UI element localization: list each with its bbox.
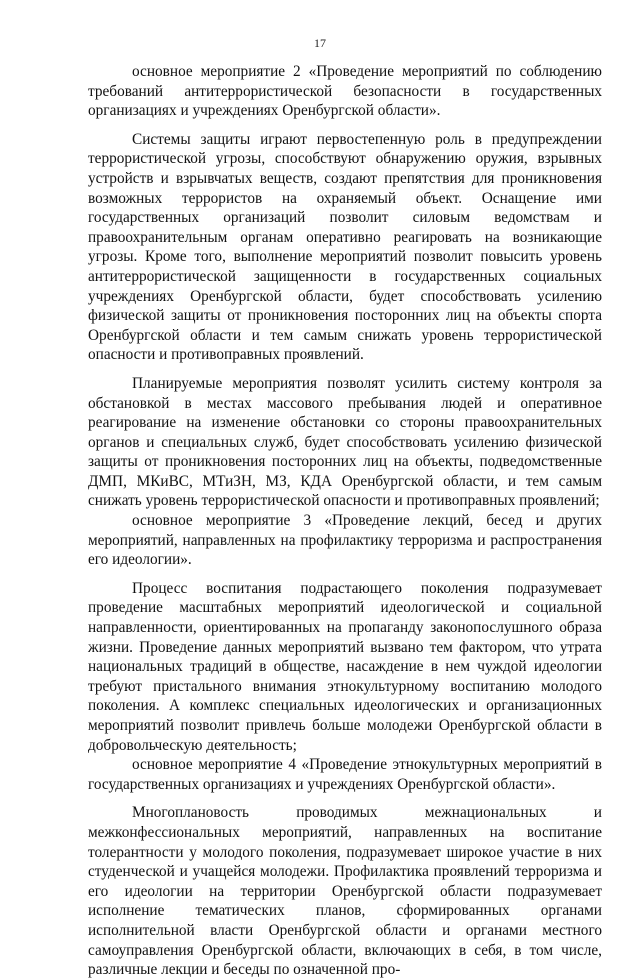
paragraph-protection-systems: Системы защиты играют первостепенную роль в предупреждении террористической угрозы, способствуют обнаружению оружия, взрывных устройств и взрывчатых веществ, создают препятствия для проникновения возможных террористов на охраняемый объект. Оснащение ими государственных организаций позволит силовым ведомствам и правоохранительным органам оперативно реагировать на возникающие угрозы. Кроме того, выполнение мероприятий позволит повысить уровень антитеррористической защищенности в государственных социальных учреждениях Оренбургской области, будет способствовать усилению физической защиты от проникновения посторонних лиц на объекты спорта Оренбургской области и тем самым снижать уровень террористической опасности и противоправных проявлений. [88, 130, 602, 364]
paragraph-event-3: основное мероприятие 3 «Проведение лекций, бесед и других мероприятий, направленных на профилактику терроризма и распространения его идеологии». [88, 512, 602, 569]
page-number: 17 [314, 36, 326, 50]
paragraph-education-process: Процесс воспитания подрастающего поколения подразумевает проведение масштабных мероприятий идеологической и социальной направленности, ориентированных на пропаганду законопослушного образа жизни. Проведение данных мероприятий вызвано тем фактором, что утрата национальных традиций в обществе, насаждение в нем чуждой идеологии требуют пристального внимания этнокультурному воспитанию молодого поколения. А комплекс специальных идеологических и организационных мероприятий позволит привлечь больше молодежи Оренбургской области в добровольческую деятельность; [88, 579, 602, 754]
paragraph-event-2: основное мероприятие 2 «Проведение мероприятий по соблюдению требований антитеррористической безопасности в государственных организациях и учреждениях Оренбургской области». [88, 63, 602, 120]
body-text [88, 62, 602, 980]
paragraph-multifaceted-events: Многоплановость проводимых межнациональных и межконфессиональных мероприятий, направленных на воспитание толерантности у молодого поколения, подразумевает широкое участие в них студенческой и учащейся молодежи. Профилактика проявлений терроризма и его идеологии на территории Оренбургской области подразумевает исполнение тематических планов, сформированных органами исполнительной власти Оренбургской области и органами местного самоуправления Оренбургской области, включающих в себя, в том числе, различные лекции и беседы по означенной про- [88, 804, 602, 979]
paragraph-event-4: основное мероприятие 4 «Проведение этнокультурных мероприятий в государственных организациях и учреждениях Оренбургской области». [88, 756, 602, 793]
paragraph-planned-events: Планируемые мероприятия позволят усилить систему контроля за обстановкой в местах массового пребывания людей и оперативное реагирование на изменение обстановки со стороны правоохранительных органов и специальных служб, будет способствовать усилению физической защиты от проникновения посторонних лиц на объекты, подведомственные ДМП, МКиВС, МТиЗН, МЗ, КДА Оренбургской области, и тем самым снижать уровень террористической опасности и противоправных проявлений; [88, 374, 602, 510]
